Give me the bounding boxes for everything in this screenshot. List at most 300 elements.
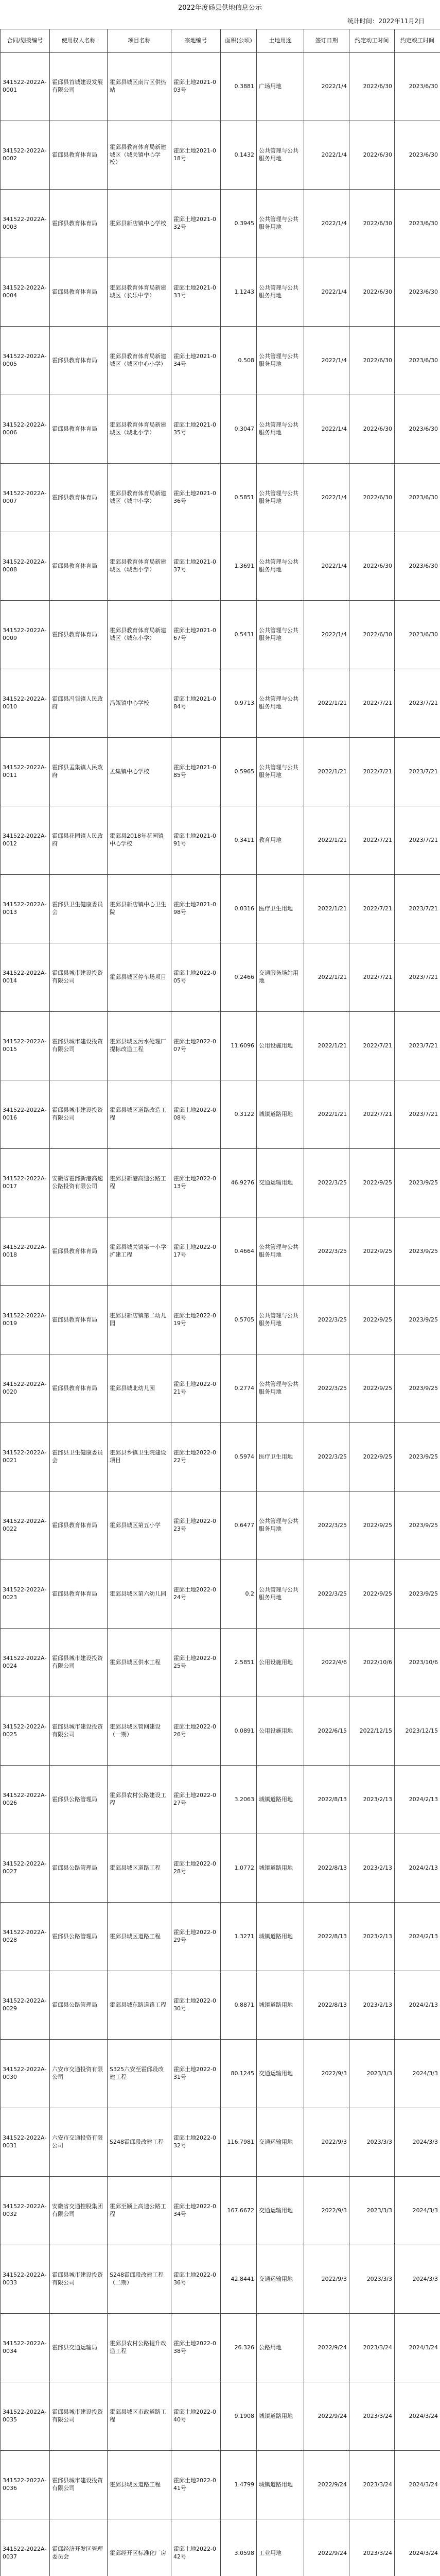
cell-parcel: 霍邱土地2021-037号: [171, 532, 221, 601]
cell-area: 3.2063: [221, 1766, 257, 1834]
table-row: [1, 2314, 440, 2382]
cell-area: 2.5851: [221, 1629, 257, 1697]
cell-area: 0.5705: [221, 1286, 257, 1354]
table-row: [1, 1766, 440, 1834]
land-table: [0, 29, 440, 2576]
header-cell: 项目名称: [108, 29, 171, 53]
cell-use: 公共管理与公共服务用地: [257, 1217, 304, 1286]
cell-parcel: 霍邱土地2022-013号: [171, 1149, 221, 1217]
table-row: [1, 464, 440, 532]
cell-finish: 2023/6/30: [395, 395, 440, 464]
cell-signed: 2022/8/13: [304, 1834, 349, 1903]
cell-owner: 霍邱县城市建设投资有限公司: [50, 1697, 108, 1766]
cell-finish: 2023/6/30: [395, 121, 440, 190]
cell-area: 0.3047: [221, 395, 257, 464]
cell-finish: 2023/9/25: [395, 1492, 440, 1560]
cell-start: 2022/6/30: [349, 532, 395, 601]
cell-owner: 霍邱县城市建设投资有限公司: [50, 2451, 108, 2519]
cell-start: 2023/3/3: [349, 2108, 395, 2177]
table-row: [1, 738, 440, 806]
cell-finish: 2023/9/25: [395, 1423, 440, 1492]
table-row: [1, 395, 440, 464]
cell-use: 医疗卫生用地: [257, 875, 304, 943]
cell-signed: 2022/1/21: [304, 738, 349, 806]
cell-parcel: 霍邱土地2021-034号: [171, 327, 221, 395]
cell-owner: 安徽省霍邱新港高速公路投资有限公司: [50, 1149, 108, 1217]
cell-use: 公共管理与公共服务用地: [257, 532, 304, 601]
cell-area: 0.2466: [221, 943, 257, 1012]
cell-start: 2022/7/21: [349, 1080, 395, 1149]
cell-owner: 霍邱县教育体育局: [50, 395, 108, 464]
cell-project: 霍邱县教育体育局新建城区（城区中心小学）: [108, 327, 171, 395]
cell-area: 3.0598: [221, 2519, 257, 2576]
cell-parcel: 霍邱土地2022-030号: [171, 1971, 221, 2040]
table-row: [1, 1697, 440, 1766]
table-row: [1, 2245, 440, 2314]
cell-owner: 霍邱县交通运输局: [50, 2314, 108, 2382]
cell-signed: 2022/1/4: [304, 601, 349, 669]
cell-project: 霍邱县城区南片区供热站: [108, 53, 171, 121]
cell-use: 广场用地: [257, 53, 304, 121]
cell-use: 公共管理与公共服务用地: [257, 121, 304, 190]
cell-finish: 2023/9/25: [395, 1286, 440, 1354]
cell-id: 341522-2022A-0031: [1, 2108, 50, 2177]
cell-use: 公共管理与公共服务用地: [257, 1492, 304, 1560]
header-cell: 约定动工时间: [349, 29, 395, 53]
cell-project: 霍邱经开区标准化厂房: [108, 2519, 171, 2576]
cell-project: 霍邱县城区停车场项目: [108, 943, 171, 1012]
cell-project: 霍邱县乡镇卫生院建设项目: [108, 1423, 171, 1492]
cell-area: 0.3945: [221, 190, 257, 258]
cell-finish: 2023/6/30: [395, 258, 440, 327]
table-row: [1, 327, 440, 395]
cell-signed: 2022/9/3: [304, 2040, 349, 2108]
cell-finish: 2024/3/24: [395, 2519, 440, 2576]
cell-finish: 2023/7/21: [395, 1080, 440, 1149]
cell-finish: 2023/9/25: [395, 1354, 440, 1423]
cell-parcel: 霍邱土地2021-018号: [171, 121, 221, 190]
cell-id: 341522-2022A-0024: [1, 1629, 50, 1697]
cell-use: 城镇道路用地: [257, 1080, 304, 1149]
header-cell: 面积(公顷): [221, 29, 257, 53]
cell-signed: 2022/9/3: [304, 2245, 349, 2314]
cell-use: 公共管理与公共服务用地: [257, 327, 304, 395]
cell-id: 341522-2022A-0003: [1, 190, 50, 258]
cell-area: 1.1243: [221, 258, 257, 327]
cell-use: 公共管理与公共服务用地: [257, 258, 304, 327]
cell-signed: 2022/1/4: [304, 53, 349, 121]
cell-finish: 2023/10/6: [395, 1629, 440, 1697]
cell-project: 霍邱县教育体育局新建城区（城西小学）: [108, 532, 171, 601]
cell-owner: 霍邱经济开发区管理委员会: [50, 2519, 108, 2576]
cell-parcel: 霍邱土地2021-003号: [171, 53, 221, 121]
cell-area: 1.3691: [221, 532, 257, 601]
cell-finish: 2023/6/30: [395, 532, 440, 601]
cell-start: 2023/2/13: [349, 1903, 395, 1971]
cell-start: 2022/9/25: [349, 1423, 395, 1492]
cell-finish: 2023/6/30: [395, 190, 440, 258]
table-row: [1, 2040, 440, 2108]
cell-id: 341522-2022A-0013: [1, 875, 50, 943]
table-row: [1, 2382, 440, 2451]
cell-project: 霍邱县2018年花园镇中心学校: [108, 806, 171, 875]
table-row: [1, 2108, 440, 2177]
stat-time-value: 2022年11月2日: [378, 18, 425, 25]
cell-signed: 2022/9/3: [304, 2177, 349, 2245]
cell-start: 2023/3/24: [349, 2382, 395, 2451]
table-row: [1, 806, 440, 875]
cell-project: S248霍邱段改建工程（二期）: [108, 2245, 171, 2314]
cell-finish: 2024/2/13: [395, 1971, 440, 2040]
cell-project: 霍邱县城区道路工程: [108, 1834, 171, 1903]
cell-owner: 霍邱县教育体育局: [50, 601, 108, 669]
cell-use: 交通运输用地: [257, 2245, 304, 2314]
meta-bar: [0, 12, 440, 28]
cell-project: 霍邱县城区第六幼儿园: [108, 1560, 171, 1629]
cell-use: 公共管理与公共服务用地: [257, 738, 304, 806]
cell-use: 公共管理与公共服务用地: [257, 601, 304, 669]
cell-signed: 2022/9/3: [304, 2108, 349, 2177]
cell-parcel: 霍邱土地2021-032号: [171, 190, 221, 258]
cell-area: 0.5851: [221, 464, 257, 532]
header-cell: 合同/划拨编号: [1, 29, 50, 53]
cell-start: 2022/9/25: [349, 1286, 395, 1354]
cell-use: 公用设施用地: [257, 1012, 304, 1080]
cell-id: 341522-2022A-0009: [1, 601, 50, 669]
cell-owner: 安徽省交通控股集团有限公司: [50, 2177, 108, 2245]
cell-finish: 2024/3/3: [395, 2177, 440, 2245]
cell-signed: 2022/1/4: [304, 532, 349, 601]
cell-owner: 霍邱县教育体育局: [50, 532, 108, 601]
cell-signed: 2022/3/25: [304, 1149, 349, 1217]
cell-project: 霍邱县城关镇第一小学扩建工程: [108, 1217, 171, 1286]
cell-id: 341522-2022A-0015: [1, 1012, 50, 1080]
cell-finish: 2023/12/15: [395, 1697, 440, 1766]
cell-parcel: 霍邱土地2022-025号: [171, 1629, 221, 1697]
cell-owner: 霍邱县教育体育局: [50, 1217, 108, 1286]
table-row: [1, 190, 440, 258]
table-row: [1, 1080, 440, 1149]
cell-area: 80.1245: [221, 2040, 257, 2108]
cell-parcel: 霍邱土地2021-033号: [171, 258, 221, 327]
cell-area: 0.0316: [221, 875, 257, 943]
cell-finish: 2023/6/30: [395, 464, 440, 532]
cell-finish: 2024/3/24: [395, 2314, 440, 2382]
cell-owner: 霍邱县城市建设投资有限公司: [50, 943, 108, 1012]
cell-parcel: 霍邱土地2022-034号: [171, 2177, 221, 2245]
table-row: [1, 1971, 440, 2040]
cell-id: 341522-2022A-0030: [1, 2040, 50, 2108]
cell-start: 2023/3/24: [349, 2314, 395, 2382]
cell-finish: 2023/7/21: [395, 738, 440, 806]
cell-id: 341522-2022A-0029: [1, 1971, 50, 2040]
cell-id: 341522-2022A-0026: [1, 1766, 50, 1834]
cell-signed: 2022/1/4: [304, 464, 349, 532]
cell-project: 孟集镇中心学校: [108, 738, 171, 806]
cell-use: 公共管理与公共服务用地: [257, 464, 304, 532]
table-body: [1, 53, 440, 2576]
cell-start: 2023/3/3: [349, 2177, 395, 2245]
cell-area: 9.1908: [221, 2382, 257, 2451]
cell-use: 教育用地: [257, 806, 304, 875]
cell-area: 0.2: [221, 1560, 257, 1629]
cell-area: 0.1432: [221, 121, 257, 190]
cell-area: 0.3122: [221, 1080, 257, 1149]
cell-parcel: 霍邱土地2022-027号: [171, 1766, 221, 1834]
header-cell: 约定竣工时间: [395, 29, 440, 53]
cell-finish: 2023/7/21: [395, 943, 440, 1012]
header-cell: 土地用途: [257, 29, 304, 53]
cell-use: 城镇道路用地: [257, 1834, 304, 1903]
cell-owner: 霍邱县花园镇人民政府: [50, 806, 108, 875]
cell-project: 霍邱县城区道路工程: [108, 2451, 171, 2519]
cell-parcel: 霍邱土地2021-085号: [171, 738, 221, 806]
cell-id: 341522-2022A-0020: [1, 1354, 50, 1423]
cell-use: 公用设施用地: [257, 1697, 304, 1766]
cell-finish: 2024/2/13: [395, 1834, 440, 1903]
cell-area: 26.326: [221, 2314, 257, 2382]
header-cell: 使用权人名称: [50, 29, 108, 53]
cell-parcel: 霍邱土地2022-036号: [171, 2245, 221, 2314]
cell-signed: 2022/1/21: [304, 1080, 349, 1149]
cell-area: 0.5965: [221, 738, 257, 806]
cell-owner: 霍邱县教育体育局: [50, 1286, 108, 1354]
cell-start: 2022/7/21: [349, 738, 395, 806]
cell-signed: 2022/1/21: [304, 875, 349, 943]
cell-use: 公路用地: [257, 2314, 304, 2382]
cell-owner: 霍邱县公路管理局: [50, 1766, 108, 1834]
cell-project: 霍邱县城区市政道路工程: [108, 2382, 171, 2451]
cell-signed: 2022/3/25: [304, 1354, 349, 1423]
cell-parcel: 霍邱土地2022-005号: [171, 943, 221, 1012]
cell-parcel: 霍邱土地2021-098号: [171, 875, 221, 943]
cell-finish: 2023/9/25: [395, 1560, 440, 1629]
cell-parcel: 霍邱土地2021-067号: [171, 601, 221, 669]
cell-id: 341522-2022A-0035: [1, 2382, 50, 2451]
cell-start: 2022/10/6: [349, 1629, 395, 1697]
cell-owner: 霍邱县城市建设投资有限公司: [50, 1080, 108, 1149]
cell-project: 霍邱县城区道路改造工程: [108, 1080, 171, 1149]
cell-start: 2022/7/21: [349, 1012, 395, 1080]
cell-start: 2023/3/3: [349, 2245, 395, 2314]
cell-id: 341522-2022A-0033: [1, 2245, 50, 2314]
cell-project: 霍邱县教育体育局新建城区（城东小学）: [108, 601, 171, 669]
cell-use: 工业用地: [257, 2519, 304, 2576]
cell-project: 霍邱县城区污水处理厂提标改造工程: [108, 1012, 171, 1080]
cell-signed: 2022/9/24: [304, 2519, 349, 2576]
table-row: [1, 53, 440, 121]
table-row: [1, 258, 440, 327]
cell-id: 341522-2022A-0006: [1, 395, 50, 464]
cell-id: 341522-2022A-0023: [1, 1560, 50, 1629]
cell-use: 交通运输用地: [257, 2108, 304, 2177]
table-row: [1, 875, 440, 943]
cell-signed: 2022/1/4: [304, 258, 349, 327]
cell-project: 霍邱县教育体育局新建城区（城中小学）: [108, 464, 171, 532]
cell-start: 2022/9/25: [349, 1560, 395, 1629]
cell-signed: 2022/1/4: [304, 327, 349, 395]
cell-id: 341522-2022A-0034: [1, 2314, 50, 2382]
cell-signed: 2022/4/6: [304, 1629, 349, 1697]
table-row: [1, 532, 440, 601]
cell-id: 341522-2022A-0014: [1, 943, 50, 1012]
table-row: [1, 1149, 440, 1217]
cell-owner: 霍邱县首城建设发展有限公司: [50, 53, 108, 121]
table-row: [1, 669, 440, 738]
table-row: [1, 121, 440, 190]
cell-owner: 霍邱县教育体育局: [50, 121, 108, 190]
cell-parcel: 霍邱土地2022-023号: [171, 1492, 221, 1560]
cell-signed: 2022/1/4: [304, 190, 349, 258]
cell-parcel: 霍邱土地2022-040号: [171, 2382, 221, 2451]
cell-finish: 2024/3/24: [395, 2451, 440, 2519]
cell-use: 城镇道路用地: [257, 2451, 304, 2519]
cell-owner: 霍邱县教育体育局: [50, 1354, 108, 1423]
cell-start: 2022/9/25: [349, 1492, 395, 1560]
cell-signed: 2022/8/13: [304, 1971, 349, 2040]
cell-use: 交通运输用地: [257, 2177, 304, 2245]
cell-area: 11.6096: [221, 1012, 257, 1080]
cell-parcel: 霍邱土地2021-035号: [171, 395, 221, 464]
cell-finish: 2024/2/13: [395, 1903, 440, 1971]
cell-area: 1.4799: [221, 2451, 257, 2519]
cell-owner: 霍邱县教育体育局: [50, 1560, 108, 1629]
cell-use: 交通运输用地: [257, 2040, 304, 2108]
cell-parcel: 霍邱土地2022-021号: [171, 1354, 221, 1423]
cell-owner: 霍邱县教育体育局: [50, 464, 108, 532]
cell-id: 341522-2022A-0012: [1, 806, 50, 875]
header-cell: 宗地编号: [171, 29, 221, 53]
cell-project: 霍邱县城区第五小学: [108, 1492, 171, 1560]
cell-parcel: 霍邱土地2021-091号: [171, 806, 221, 875]
cell-finish: 2023/7/21: [395, 875, 440, 943]
cell-use: 公共管理与公共服务用地: [257, 395, 304, 464]
cell-project: 霍邱县城区道路工程: [108, 1903, 171, 1971]
cell-area: 0.508: [221, 327, 257, 395]
cell-area: 42.8441: [221, 2245, 257, 2314]
table-row: [1, 1354, 440, 1423]
cell-parcel: 霍邱土地2022-032号: [171, 2108, 221, 2177]
cell-project: 霍邱县教育体育局新建城区（城关镇中心学校）: [108, 121, 171, 190]
cell-area: 0.9713: [221, 669, 257, 738]
cell-id: 341522-2022A-0027: [1, 1834, 50, 1903]
cell-start: 2022/6/30: [349, 601, 395, 669]
cell-project: S325六安至霍邱段改建工程: [108, 2040, 171, 2108]
table-row: [1, 2451, 440, 2519]
cell-project: 霍邱县城区供水工程: [108, 1629, 171, 1697]
cell-owner: 六安市交通投资有限公司: [50, 2040, 108, 2108]
cell-signed: 2022/9/24: [304, 2382, 349, 2451]
cell-finish: 2023/6/30: [395, 327, 440, 395]
cell-finish: 2023/9/25: [395, 1217, 440, 1286]
table-row: [1, 1423, 440, 1492]
cell-parcel: 霍邱土地2022-038号: [171, 2314, 221, 2382]
cell-project: 霍邱县新店镇中心学校: [108, 190, 171, 258]
cell-area: 0.4664: [221, 1217, 257, 1286]
cell-id: 341522-2022A-0017: [1, 1149, 50, 1217]
cell-area: 0.5974: [221, 1423, 257, 1492]
cell-use: 城镇道路用地: [257, 2382, 304, 2451]
cell-area: 0.6477: [221, 1492, 257, 1560]
cell-parcel: 霍邱土地2022-029号: [171, 1903, 221, 1971]
cell-area: 0.2774: [221, 1354, 257, 1423]
table-row: [1, 1012, 440, 1080]
cell-use: 公共管理与公共服务用地: [257, 1354, 304, 1423]
cell-use: 公共管理与公共服务用地: [257, 190, 304, 258]
cell-start: 2022/6/30: [349, 327, 395, 395]
cell-signed: 2022/9/24: [304, 2314, 349, 2382]
cell-use: 公共管理与公共服务用地: [257, 669, 304, 738]
cell-start: 2022/6/30: [349, 395, 395, 464]
cell-signed: 2022/3/25: [304, 1286, 349, 1354]
cell-project: 霍邱县新港高速公路工程: [108, 1149, 171, 1217]
table-row: [1, 1560, 440, 1629]
cell-id: 341522-2022A-0001: [1, 53, 50, 121]
cell-owner: 霍邱县冯瓴镇人民政府: [50, 669, 108, 738]
cell-owner: 霍邱县卫生健康委员会: [50, 1423, 108, 1492]
cell-start: 2022/6/30: [349, 464, 395, 532]
cell-parcel: 霍邱土地2022-041号: [171, 2451, 221, 2519]
table-row: [1, 1217, 440, 1286]
cell-signed: 2022/1/21: [304, 1012, 349, 1080]
cell-area: 0.5431: [221, 601, 257, 669]
cell-project: 冯瓴镇中心学校: [108, 669, 171, 738]
cell-signed: 2022/8/13: [304, 1903, 349, 1971]
cell-owner: 霍邱县卫生健康委员会: [50, 875, 108, 943]
cell-id: 341522-2022A-0036: [1, 2451, 50, 2519]
cell-owner: 霍邱县教育体育局: [50, 190, 108, 258]
cell-project: 霍邱至颍上高速公路工程: [108, 2177, 171, 2245]
cell-parcel: 霍邱土地2022-007号: [171, 1012, 221, 1080]
cell-use: 城镇道路用地: [257, 1766, 304, 1834]
cell-signed: 2022/1/4: [304, 395, 349, 464]
cell-use: 医疗卫生用地: [257, 1423, 304, 1492]
cell-owner: 霍邱县教育体育局: [50, 258, 108, 327]
cell-finish: 2023/7/21: [395, 669, 440, 738]
cell-id: 341522-2022A-0008: [1, 532, 50, 601]
cell-signed: 2022/3/25: [304, 1217, 349, 1286]
cell-finish: 2023/6/30: [395, 601, 440, 669]
cell-owner: 霍邱县公路管理局: [50, 1834, 108, 1903]
cell-signed: 2022/1/21: [304, 806, 349, 875]
cell-parcel: 霍邱土地2022-031号: [171, 2040, 221, 2108]
cell-finish: 2023/7/21: [395, 1012, 440, 1080]
table-row: [1, 601, 440, 669]
cell-owner: 霍邱县城市建设投资有限公司: [50, 2382, 108, 2451]
cell-start: 2023/3/24: [349, 2519, 395, 2576]
header-cell: 签订日期: [304, 29, 349, 53]
cell-id: 341522-2022A-0025: [1, 1697, 50, 1766]
table-row: [1, 1629, 440, 1697]
cell-use: 交通运输用地: [257, 1149, 304, 1217]
cell-signed: 2022/3/25: [304, 1560, 349, 1629]
cell-start: 2023/3/24: [349, 2451, 395, 2519]
cell-project: 霍邱县新店镇中心卫生院: [108, 875, 171, 943]
cell-start: 2023/2/13: [349, 1971, 395, 2040]
cell-owner: 霍邱县城市建设投资有限公司: [50, 1012, 108, 1080]
cell-project: 霍邱县农村公路提升改造工程: [108, 2314, 171, 2382]
cell-start: 2023/2/13: [349, 1834, 395, 1903]
cell-parcel: 霍邱土地2021-084号: [171, 669, 221, 738]
cell-finish: 2024/3/24: [395, 2382, 440, 2451]
cell-id: 341522-2022A-0022: [1, 1492, 50, 1560]
cell-start: 2022/9/25: [349, 1354, 395, 1423]
cell-parcel: 霍邱土地2022-028号: [171, 1834, 221, 1903]
cell-signed: 2022/1/4: [304, 121, 349, 190]
cell-finish: 2023/7/21: [395, 806, 440, 875]
cell-finish: 2023/9/25: [395, 1149, 440, 1217]
cell-finish: 2023/6/30: [395, 53, 440, 121]
